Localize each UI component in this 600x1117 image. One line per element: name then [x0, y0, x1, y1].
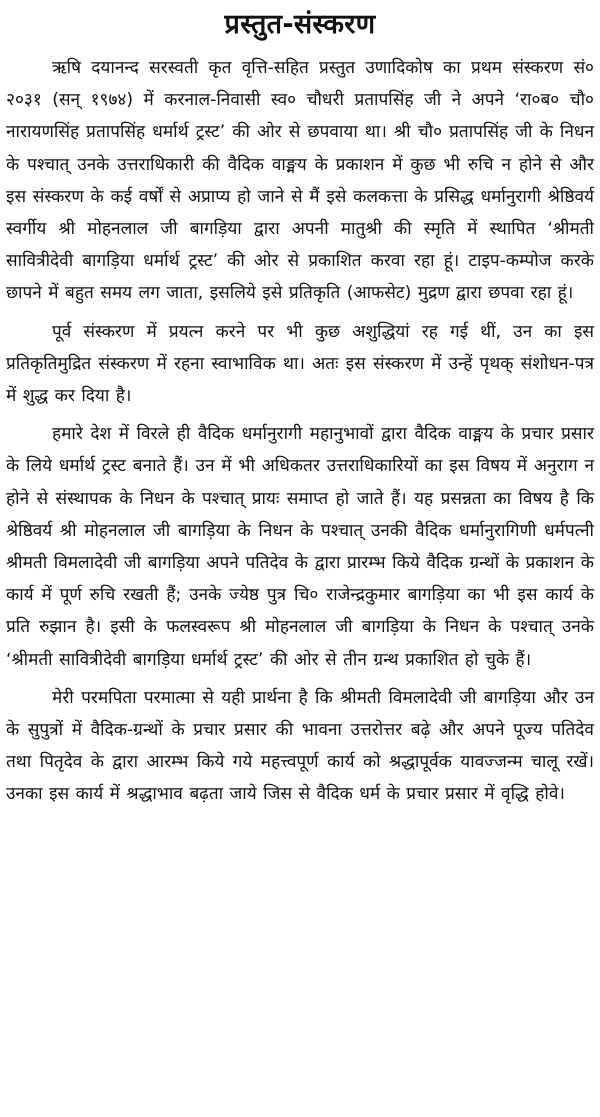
page-title: प्रस्तुत-संस्करण	[224, 9, 376, 40]
paragraph-3: हमारे देश में विरले ही वैदिक धर्मानुरागी महानुभावों द्वारा वैदिक वाङ्मय के प्रचार प्रसार के लिये धर्मार्थ ट्रस्ट बनाते हैं। उन में भी अधिकतर उत्तराधिकारियों का इस विषय में अनुराग न होने से संस्थापक के निधन के पश्चात् प्रायः समाप्त हो जाते हैं। यह प्रसन्नता का विषय है कि श्रेष्ठिवर्य श्री मोहनलाल जी बागड़िया के निधन के पश्चात् उनकी वैदिक धर्मानुरागिणी धर्मपत्नी श्रीमती विमलादेवी जी बागड़िया अपने पतिदेव के द्वारा प्रारम्भ किये वैदिक ग्रन्थों के प्रकाशन के कार्य में पूर्ण रुचि रखती हैं; उनके ज्येष्ठ पुत्र चि० राजेन्द्रकुमार बागड़िया का भी इस कार्य के प्रति रुझान है। इसी के फलस्वरूप श्री मोहनलाल जी बागड़िया के निधन के पश्चात् उनके ‘श्रीमती सावित्रीदेवी बागड़िया धर्मार्थ ट्रस्ट’ की ओर से तीन ग्रन्थ प्रकाशित हो चुके हैं।	[6, 424, 594, 670]
paragraph-1: ऋषि दयानन्द सरस्वती कृत वृत्ति-सहित प्रस्तुत उणादिकोष का प्रथम संस्करण सं० २०३१ (सन् १९७४) में करनाल-निवासी स्व० चौधरी प्रतापसिंह जी ने अपने ‘रा०ब० चौ० नारायणसिंह प्रतापसिंह धर्मार्थ ट्रस्ट’ की ओर से छपवाया था। श्री चौ० प्रतापसिंह जी के निधन के पश्चात् उनके उत्तराधिकारी की वैदिक वाङ्मय के प्रकाशन में कुछ भी रुचि न होने से और इस संस्करण के कई वर्षों से अप्राप्य हो जाने से मैं इसे कलकत्ता के प्रसिद्ध धर्मानुरागी श्रेष्ठिवर्य स्वर्गीय श्री मोहनलाल जी बागड़िया द्वारा अपनी मातुश्री की स्मृति में स्थापित ‘श्रीमती सावित्रीदेवी बागड़िया धर्मार्थ ट्रस्ट’ की ओर से प्रकाशित करवा रहा हूं। टाइप-कम्पोज करके छापने में बहुत समय लग जाता, इसलिये इसे प्रतिकृति (आफसेट) मुद्रण द्वारा छपवा रहा हूं।	[6, 58, 594, 304]
paragraph-4: मेरी परमपिता परमात्मा से यही प्रार्थना है कि श्रीमती विमलादेवी जी बागड़िया और उन के सुपुत्रों में वैदिक-ग्रन्थों के प्रचार प्रसार की भावना उत्तरोत्तर बढ़े और अपने पूज्य पतिदेव तथा पितृदेव के द्वारा आरम्भ किये गये महत्त्वपूर्ण कार्य को श्रद्धापूर्वक यावज्जन्म चालू रखें। उनका इस कार्य में श्रद्धाभाव बढ़ता जाये जिस से वैदिक धर्म के प्रचार प्रसार में वृद्धि होवे।	[6, 687, 594, 805]
paragraph-2: पूर्व संस्करण में प्रयत्न करने पर भी कुछ अशुद्धियां रह गई थीं, उन का इस प्रतिकृतिमुद्रित संस्करण में रहना स्वाभाविक था। अतः इस संस्करण में उन्हें पृथक् संशोधन-पत्र में शुद्ध कर दिया है।	[6, 321, 594, 407]
